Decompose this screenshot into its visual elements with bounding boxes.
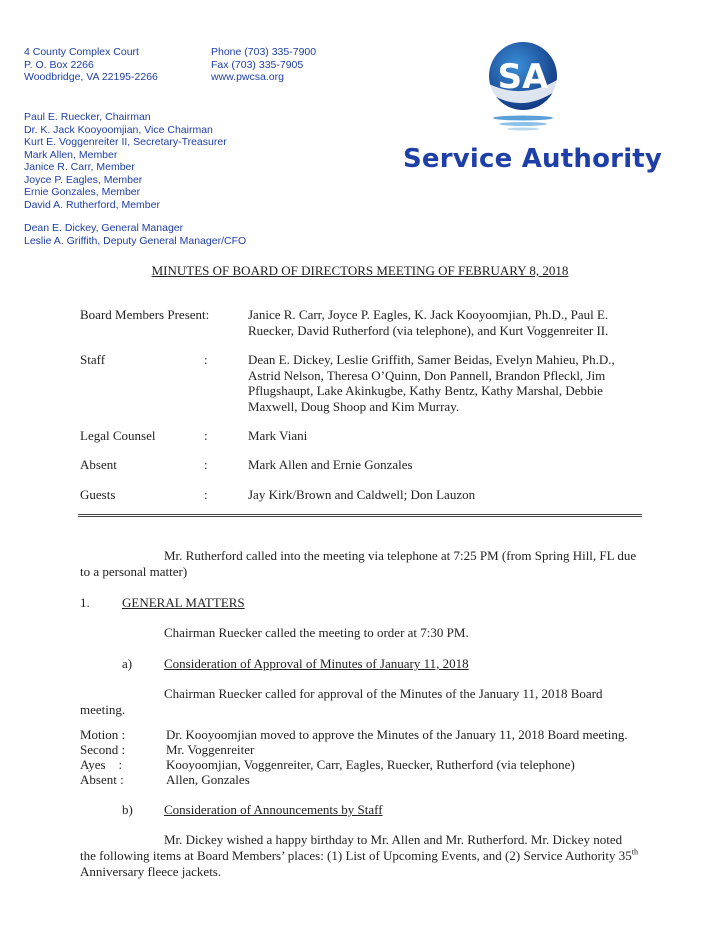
logo-text: SA: [497, 57, 549, 97]
motion-value: Allen, Gonzales: [166, 772, 250, 787]
item-a-heading: Consideration of Approval of Minutes of January 11, 2018: [164, 656, 469, 671]
motion-key: Motion :: [80, 727, 126, 742]
board-member: Janice R. Carr, Member: [24, 161, 135, 173]
item-a-text-line: meeting.: [80, 702, 126, 717]
attendance-value: Mark Viani: [248, 428, 308, 443]
attendance-value: Janice R. Carr, Joyce P. Eagles, K. Jack Kooyoomjian, Ph.D., Paul E. Ruecker, David Rutherford (via telephone), and Kurt Voggenreiter II.: [248, 307, 609, 338]
phone-text: Phone (703) 335-7900: [211, 46, 317, 58]
attendance-value: Mark Allen and Ernie Gonzales: [248, 457, 413, 472]
item-b-text: the following items at Board Members’ places: (1) List of Upcoming Events, and (2) Service Authority 35: [80, 848, 632, 863]
item-b-label: b): [122, 802, 133, 817]
item-a-text-line: Chairman Ruecker called for approval of the Minutes of the January 11, 2018 Board: [164, 686, 603, 701]
manager-line: Dean E. Dickey, General Manager: [24, 222, 184, 234]
letterhead-contact: [211, 46, 316, 84]
board-member: Ernie Gonzales, Member: [24, 186, 141, 198]
attendance-colon: :: [204, 457, 208, 472]
ordinal-suffix: th: [631, 847, 639, 857]
motion-key: Second :: [80, 742, 126, 757]
service-authority-logo: [486, 40, 560, 132]
attendance-label: Guests: [80, 487, 116, 502]
brand-wordmark: Service Authority: [403, 144, 663, 174]
intro-paragraph-line: to a personal matter): [80, 564, 188, 579]
board-member: Paul E. Ruecker, Chairman: [24, 111, 151, 123]
motion-value: Mr. Voggenreiter: [166, 742, 255, 757]
letterhead-management: [24, 222, 246, 247]
motion-key: Ayes :: [80, 757, 123, 772]
attendance-label: Legal Counsel: [80, 428, 156, 443]
letterhead-address: [24, 46, 158, 84]
attendance-colon: :: [204, 352, 208, 367]
item-b-heading: Consideration of Announcements by Staff: [164, 802, 383, 817]
attendance-colon: :: [204, 428, 208, 443]
board-member: Joyce P. Eagles, Member: [24, 173, 143, 186]
address-line: P. O. Box 2266: [24, 58, 94, 71]
intro-paragraph-line: Mr. Rutherford called into the meeting via telephone at 7:25 PM (from Spring Hill, FL due: [164, 548, 637, 563]
motion-key: Absent :: [80, 772, 124, 787]
item-a-label: a): [122, 656, 133, 671]
item-b-text-line: Mr. Dickey wished a happy birthday to Mr. Allen and Mr. Rutherford. Mr. Dickey noted: [164, 832, 623, 847]
address-line: 4 County Complex Court: [24, 46, 139, 58]
website-text: www.pwcsa.org: [211, 71, 284, 83]
motion-value: Dr. Kooyoomjian moved to approve the Minutes of the January 11, 2018 Board meeting.: [166, 727, 628, 742]
attendance-label: Staff: [80, 352, 106, 367]
motion-value: Kooyoomjian, Voggenreiter, Carr, Eagles, Ruecker, Rutherford (via telephone): [166, 757, 575, 772]
section-number: 1.: [80, 595, 90, 610]
board-member: Dr. K. Jack Kooyoomjian, Vice Chairman: [24, 123, 213, 136]
letterhead-board-list: [24, 111, 227, 211]
board-member: Mark Allen, Member: [24, 148, 118, 161]
fax-text: Fax (703) 335-7905: [211, 58, 304, 71]
address-line: Woodbridge, VA 22195-2266: [24, 71, 158, 83]
attendance-value: Dean E. Dickey, Leslie Griffith, Samer Beidas, Evelyn Mahieu, Ph.D., Astrid Nelson, Theresa O’Quinn, Don Pannell, Brandon Pfleckl, Jim Pflugshaupt, Lake Akinkugbe, Kathy Bentz, Kathy Marshal, Debbie Maxwell, Doug Shoop and Kim Murray.: [248, 352, 615, 414]
call-to-order-text: Chairman Ruecker called the meeting to order at 7:30 PM.: [164, 625, 469, 640]
page-title: MINUTES OF BOARD OF DIRECTORS MEETING OF FEBRUARY 8, 2018: [151, 263, 569, 278]
board-member: Kurt E. Voggenreiter II, Secretary-Treasurer: [24, 136, 227, 148]
divider-rule: [78, 514, 642, 517]
attendance-label: Absent: [80, 457, 117, 472]
attendance-value: Jay Kirk/Brown and Caldwell; Don Lauzon: [248, 487, 476, 502]
section-heading: GENERAL MATTERS: [122, 595, 245, 610]
attendance-colon: :: [204, 487, 208, 502]
manager-line: Leslie A. Griffith, Deputy General Manager/CFO: [24, 234, 247, 247]
item-b-text-line: Anniversary fleece jackets.: [80, 864, 222, 879]
attendance-label: Board Members Present:: [80, 307, 210, 322]
item-b-text-line: [80, 848, 638, 864]
board-member: David A. Rutherford, Member: [24, 198, 160, 211]
